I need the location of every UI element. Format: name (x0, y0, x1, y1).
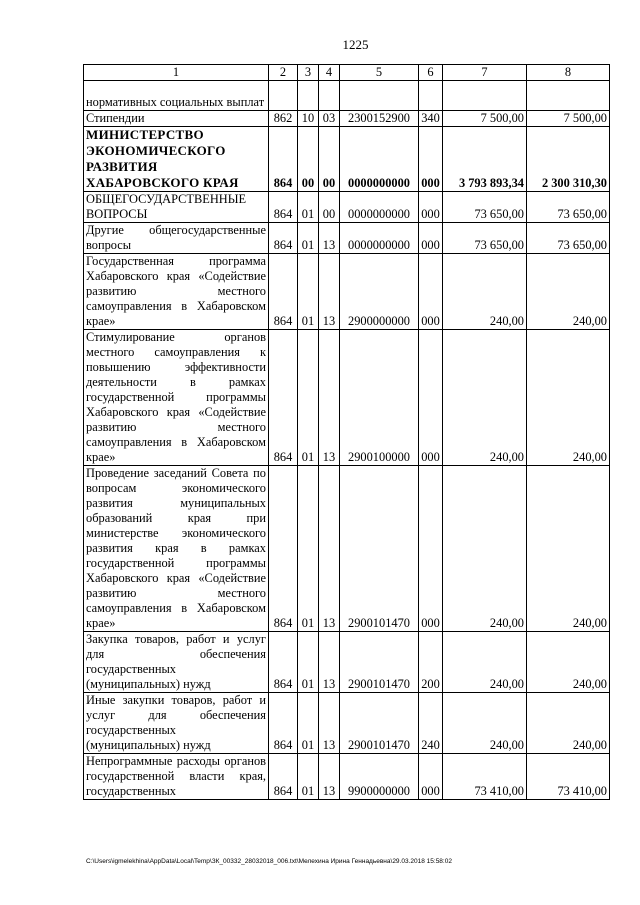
cell-ministry-code: 864 (269, 254, 298, 330)
cell-amount-1: 240,00 (443, 693, 527, 754)
cell-expense-type (419, 81, 443, 111)
cell-section (298, 81, 319, 111)
cell-target-article (340, 81, 419, 111)
cell-target-article: 0000000000 (340, 223, 419, 254)
table-row (84, 466, 610, 632)
row-name: Иные закупки товаров, работ и услуг для обеспечения государственных (муниципальных) нужд (84, 693, 269, 754)
header-cell: 5 (340, 65, 419, 81)
cell-section: 00 (298, 127, 319, 192)
cell-amount-1: 240,00 (443, 466, 527, 632)
cell-subsection: 13 (319, 693, 340, 754)
cell-amount-1: 240,00 (443, 330, 527, 466)
table-row (84, 127, 610, 192)
cell-subsection: 13 (319, 254, 340, 330)
cell-section: 01 (298, 254, 319, 330)
cell-section: 01 (298, 693, 319, 754)
cell-amount-2: 73 650,00 (527, 192, 610, 223)
cell-subsection: 00 (319, 192, 340, 223)
cell-section: 01 (298, 192, 319, 223)
cell-ministry-code: 864 (269, 693, 298, 754)
cell-amount-1: 73 410,00 (443, 754, 527, 800)
header-cell: 3 (298, 65, 319, 81)
cell-subsection (319, 81, 340, 111)
header-cell: 2 (269, 65, 298, 81)
cell-amount-2: 240,00 (527, 254, 610, 330)
cell-section: 01 (298, 754, 319, 800)
cell-subsection: 03 (319, 111, 340, 127)
cell-expense-type: 200 (419, 632, 443, 693)
cell-target-article: 0000000000 (340, 192, 419, 223)
cell-expense-type: 000 (419, 466, 443, 632)
cell-section: 01 (298, 466, 319, 632)
cell-amount-1: 73 650,00 (443, 223, 527, 254)
header-cell: 8 (527, 65, 610, 81)
cell-ministry-code: 864 (269, 632, 298, 693)
cell-section: 01 (298, 223, 319, 254)
page-number: 1225 (342, 37, 369, 52)
cell-ministry-code: 864 (269, 192, 298, 223)
row-name: Государственная программа Хабаровского края «Содействие развитию местного самоуправления в Хабаровском крае» (84, 254, 269, 330)
cell-subsection: 13 (319, 754, 340, 800)
row-name: нормативных социальных выплат (84, 81, 269, 111)
cell-amount-2: 240,00 (527, 632, 610, 693)
cell-subsection: 00 (319, 127, 340, 192)
cell-amount-2: 73 650,00 (527, 223, 610, 254)
cell-subsection: 13 (319, 466, 340, 632)
table-row (84, 81, 610, 111)
row-name: Стипендии (84, 111, 269, 127)
cell-ministry-code: 864 (269, 330, 298, 466)
cell-amount-2: 7 500,00 (527, 111, 610, 127)
row-name: Другие общегосударственные вопросы (84, 223, 269, 254)
cell-target-article: 2900100000 (340, 330, 419, 466)
table-row (84, 254, 610, 330)
cell-ministry-code (269, 81, 298, 111)
cell-expense-type: 000 (419, 754, 443, 800)
cell-section: 10 (298, 111, 319, 127)
cell-target-article: 2900101470 (340, 466, 419, 632)
cell-target-article: 2900101470 (340, 693, 419, 754)
table-row (84, 693, 610, 754)
cell-amount-2: 240,00 (527, 330, 610, 466)
cell-amount-1: 73 650,00 (443, 192, 527, 223)
cell-amount-1 (443, 81, 527, 111)
cell-amount-2 (527, 81, 610, 111)
cell-ministry-code: 864 (269, 127, 298, 192)
header-cell: 7 (443, 65, 527, 81)
cell-section: 01 (298, 330, 319, 466)
cell-expense-type: 000 (419, 127, 443, 192)
cell-ministry-code: 864 (269, 754, 298, 800)
row-name: МИНИСТЕРСТВО ЭКОНОМИЧЕСКОГО РАЗВИТИЯ ХАБАРОВСКОГО КРАЯ (84, 127, 269, 192)
table-row (84, 192, 610, 223)
row-name: Проведение заседаний Совета по вопросам экономического развития муниципальных образований края при министерстве экономического развития края в рамках государственной программы Хабаровского края «Содействие развитию местного самоуправления в Хабаровском крае» (84, 466, 269, 632)
cell-target-article: 0000000000 (340, 127, 419, 192)
cell-amount-2: 240,00 (527, 466, 610, 632)
cell-target-article: 9900000000 (340, 754, 419, 800)
cell-target-article: 2900000000 (340, 254, 419, 330)
cell-expense-type: 000 (419, 254, 443, 330)
cell-subsection: 13 (319, 330, 340, 466)
budget-table (83, 64, 610, 800)
cell-subsection: 13 (319, 632, 340, 693)
cell-ministry-code: 862 (269, 111, 298, 127)
cell-amount-1: 240,00 (443, 632, 527, 693)
table-row (84, 111, 610, 127)
table-row (84, 754, 610, 800)
cell-expense-type: 240 (419, 693, 443, 754)
header-cell: 1 (84, 65, 269, 81)
cell-target-article: 2300152900 (340, 111, 419, 127)
table-row (84, 223, 610, 254)
cell-expense-type: 000 (419, 192, 443, 223)
cell-amount-1: 7 500,00 (443, 111, 527, 127)
cell-target-article: 2900101470 (340, 632, 419, 693)
row-name: ОБЩЕГОСУДАРСТВЕННЫЕ ВОПРОСЫ (84, 192, 269, 223)
cell-expense-type: 000 (419, 330, 443, 466)
cell-section: 01 (298, 632, 319, 693)
header-row (84, 65, 610, 81)
cell-amount-1: 3 793 893,34 (443, 127, 527, 192)
header-cell: 4 (319, 65, 340, 81)
cell-amount-2: 73 410,00 (527, 754, 610, 800)
cell-subsection: 13 (319, 223, 340, 254)
cell-ministry-code: 864 (269, 223, 298, 254)
header-cell: 6 (419, 65, 443, 81)
cell-amount-2: 240,00 (527, 693, 610, 754)
table-row (84, 330, 610, 466)
cell-amount-2: 2 300 310,30 (527, 127, 610, 192)
cell-expense-type: 340 (419, 111, 443, 127)
cell-expense-type: 000 (419, 223, 443, 254)
row-name: Стимулирование органов местного самоуправления к повышению эффективности деятельности в рамках государственной программы Хабаровского края «Содействие развитию местного самоуправления в Хабаровском крае» (84, 330, 269, 466)
file-path-footer: C:\Users\igmelekhina\AppData\Local\Temp\ЗК_00332_28032018_006.txt\Мелехина Ирина Геннадьевна\29.03.2018 15:58:02 (86, 858, 452, 865)
row-name: Закупка товаров, работ и услуг для обеспечения государственных (муниципальных) нужд (84, 632, 269, 693)
row-name: Непрограммные расходы органов государственной власти края, государственных (84, 754, 269, 800)
cell-amount-1: 240,00 (443, 254, 527, 330)
table-row (84, 632, 610, 693)
cell-ministry-code: 864 (269, 466, 298, 632)
